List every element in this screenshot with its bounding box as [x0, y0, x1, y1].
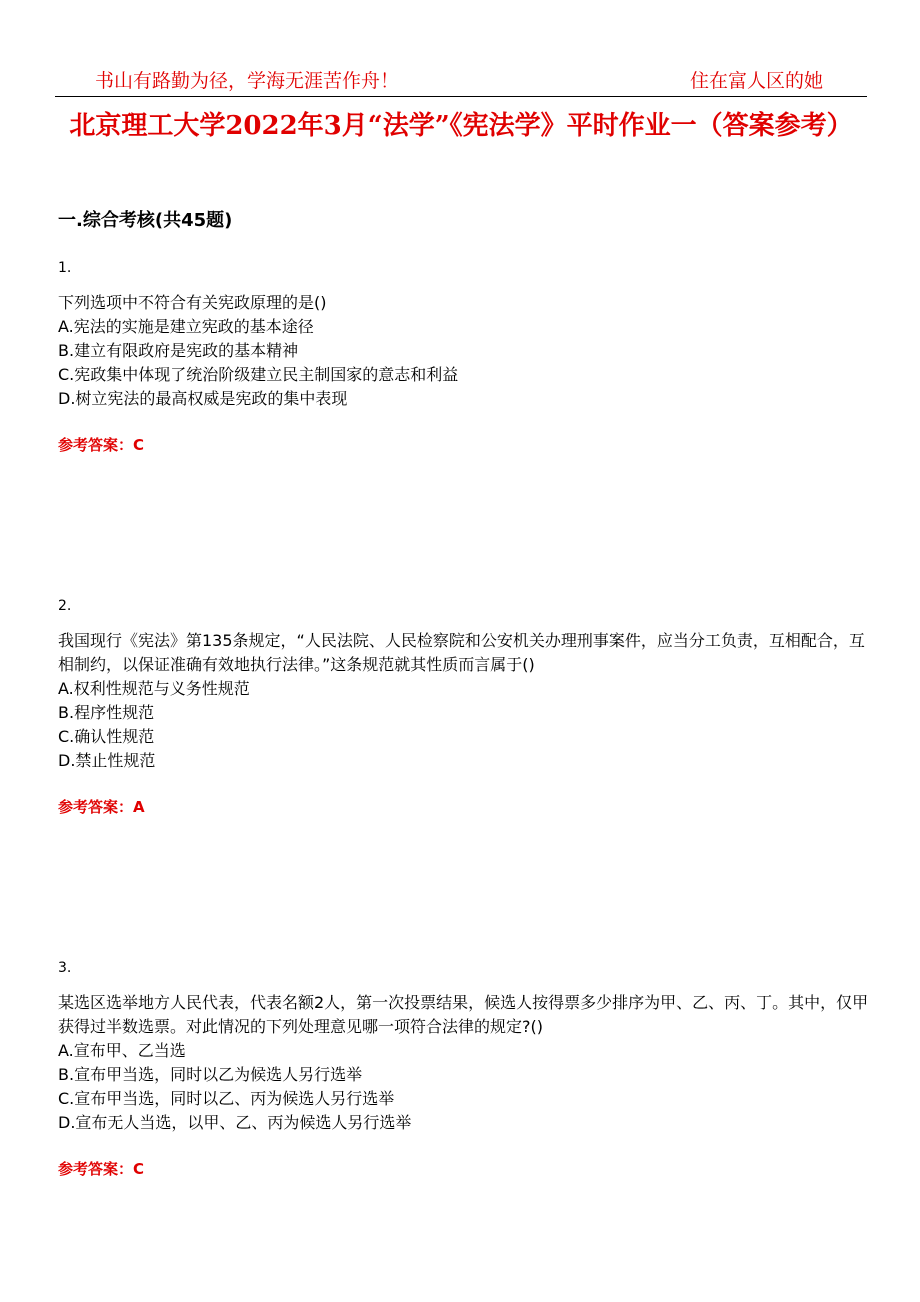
- option-c: C.宣布甲当选，同时以乙、丙为候选人另行选举: [58, 1089, 395, 1108]
- option-d: D.宣布无人当选，以甲、乙、丙为候选人另行选举: [58, 1113, 412, 1132]
- question-3: [58, 958, 870, 1179]
- question-2: [58, 596, 870, 817]
- question-stem: 我国现行《宪法》第135条规定，“人民法院、人民检察院和公安机关办理刑事案件，应当分工负责，互相配合，互相制约，以保证准确有效地执行法律。”这条规范就其性质而言属于(): [58, 631, 865, 674]
- question-stem: 某选区选举地方人民代表，代表名额2人，第一次投票结果，候选人按得票多少排序为甲、乙、丙、丁。其中，仅甲获得过半数选票。对此情况的下列处理意见哪一项符合法律的规定?(): [58, 993, 869, 1036]
- option-b: B.建立有限政府是宪政的基本精神: [58, 341, 299, 360]
- option-a: A.权利性规范与义务性规范: [58, 679, 250, 698]
- page-header: [55, 66, 867, 97]
- option-c: C.宪政集中体现了统治阶级建立民主制国家的意志和利益: [58, 365, 459, 384]
- option-b: B.程序性规范: [58, 703, 155, 722]
- answer-key: 参考答案：C: [58, 436, 145, 454]
- option-d: D.禁止性规范: [58, 751, 156, 770]
- question-stem: 下列选项中不符合有关宪政原理的是(): [58, 293, 327, 312]
- section-title: 一.综合考核(共45题): [58, 210, 233, 231]
- answer-key: 参考答案：C: [58, 1160, 145, 1178]
- question-number: 3.: [58, 960, 72, 976]
- option-d: D.树立宪法的最高权威是宪政的集中表现: [58, 389, 348, 408]
- document-title: 北京理工大学2022年3月“法学”《宪法学》平时作业一（答案参考）: [69, 111, 853, 141]
- option-c: C.确认性规范: [58, 727, 155, 746]
- option-a: A.宪法的实施是建立宪政的基本途径: [58, 317, 314, 336]
- question-1: [58, 258, 870, 455]
- question-number: 1.: [58, 260, 72, 276]
- header-right-text: 住在富人区的她: [689, 70, 823, 92]
- option-b: B.宣布甲当选，同时以乙为候选人另行选举: [58, 1065, 363, 1084]
- question-number: 2.: [58, 598, 72, 614]
- answer-key: 参考答案：A: [58, 798, 145, 816]
- header-motto: 书山有路勤为径，学海无涯苦作舟！: [95, 70, 400, 92]
- option-a: A.宣布甲、乙当选: [58, 1041, 186, 1060]
